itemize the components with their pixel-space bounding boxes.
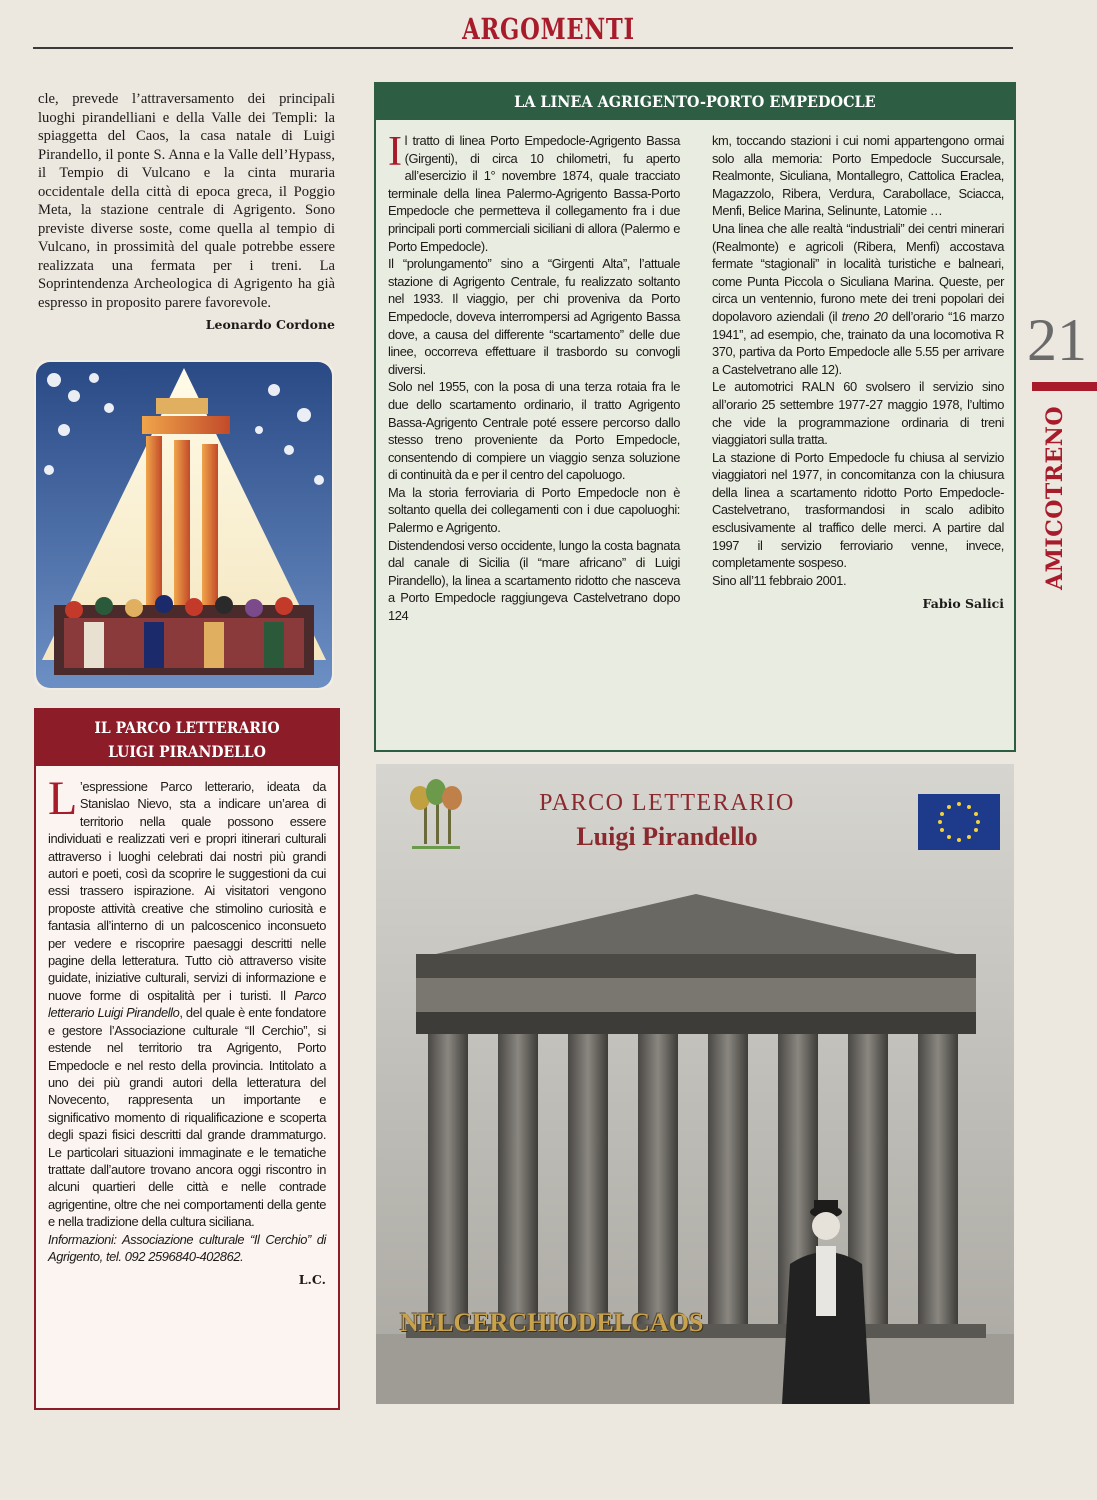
section-title: ARGOMENTI [462, 12, 635, 46]
linea-paragraph: Le automotrici RALN 60 svolsero il servizio sino all’orario 25 settembre 1977-27 maggio 1978, l’ultimo che vide la programmazione ordinaria di treni viaggiatori sulla tratta. [712, 379, 1004, 448]
linea-right-column [712, 132, 1004, 613]
parco-box-title-line2: LUIGI PIRANDELLO [108, 742, 266, 761]
linea-box-header [376, 84, 1014, 120]
article-byline: Leonardo Cordone [205, 317, 335, 332]
linea-paragraph: Distendendosi verso occidente, lungo la costa bagnata dal canale di Sicilia (il “mare africano” di Luigi Pirandello), la linea a scartamento ridotto che nasceva a Porto Empedocle raggiungeva Castelvetrano dopo 124 [388, 537, 680, 624]
linea-paragraph: Solo nel 1955, con la posa di una terza rotaia fra le due dello scartamento ordinario, il tratto Agrigento Bassa-Agrigento Centrale poté essere percorso dallo stesso treno proveniente da Porto Empedocle, consentendo di compiere un viaggio senza soluzione di continuità da e per il centro del capoluogo. [388, 379, 680, 483]
advert-title: PARCO LETTERARIO [539, 790, 795, 816]
parco-body-emphasis: Parco letterario Luigi Pirandello [48, 987, 326, 1021]
temple-poster-illustration [34, 360, 334, 690]
linea-paragraph: l tratto di linea Porto Empedocle-Agrigento Bassa (Girgenti), di circa 10 chilometri, fu aperto all’esercizio il 1° novembre 1874, quale tracciato terminale della linea Palermo-Agrigento Bassa-Porto Empedocle che permetteva il collegamento fra i due principali porti commerciali siciliani di allora (Palermo e Porto Empedocle). [388, 133, 680, 254]
advert-subtitle: Luigi Pirandello [576, 822, 758, 851]
linea-box [374, 82, 1016, 752]
parco-box-header [36, 710, 338, 766]
advert-banner: NELCERCHIODELCAOS [400, 1308, 704, 1337]
magazine-side-label [1040, 405, 1070, 594]
side-rule [1032, 382, 1097, 391]
page-number: 21 [1027, 307, 1087, 373]
parco-info: Informazioni: Associazione culturale “Il Cerchio” di Agrigento, tel. 092 2596840-402862. [48, 1231, 326, 1264]
linea-paragraph: Ma la storia ferroviaria di Porto Empedocle non è soltanto quella dei collegamenti con i due capoluoghi: Palermo e Agrigento. [388, 484, 680, 536]
parco-body-end: , del quale è ente fondatore e gestore l’Associazione culturale “Il Cerchio”, si estende nel territorio tra Agrigento, Porto Empedocle e nel resto della provincia. Intitolato a uno dei più grandi autori della letteratura del Novecento, rappresenta un importante e significativo momento di riqualificazione e scoperta degli spazi fisici descritti dal grande drammaturgo. Le particolari situazioni immaginate e le tematiche trattate dall’autore trovano ancora oggi riscontro in alcuni quartieri delle città e nelle contrade agrigentine, oltre che nei comportamenti della gente e nella tradizione della cultura siciliana. [48, 1005, 326, 1230]
parco-box-body [48, 772, 326, 1289]
article-continuation [38, 90, 335, 335]
parco-body-start: ’espressione Parco letterario, ideata da Stanislao Nievo, sta a indicare un’area di territorio nella quale possono essere individuati e realizzati veri e propri itinerari culturali attraverso i luoghi celebrati dai nostri più grandi autori e poeti, così da scoprire le suggestioni da cui essi trassero ispirazione. Ai visitatori vengono proposte attività creative che stimolino curiosità e fantasia all’interno di un palcoscenico inconsueto per vedere e riscoprire paesaggi descritti nelle pagine della letteratura. Tutto ciò attraverso visite guidate, iniziative culturali, servizi di informazione e nuove forme di ospitalità per i turisti. Il [48, 779, 326, 1003]
linea-paragraph: La stazione di Porto Empedocle fu chiusa al servizio viaggiatori nel 1977, in concomitanza con la chiusura della linea a scartamento ridotto Porto Empedocle-Castelvetrano, trasformandosi in scalo adibito esclusivamente al traffico delle merci. A partire dal 1997 il servizio ferroviario venne, invece, completamente sospeso. [712, 449, 1004, 571]
parco-box-title-line1: IL PARCO LETTERARIO [94, 718, 280, 737]
linea-left-column [388, 129, 680, 625]
linea-emphasis: treno 20 [841, 308, 888, 324]
linea-paragraph: Una linea che alle realtà “industriali” dei centri minerari (Realmonte) e agricoli (Ribera, Menfi) accostava fermate “stagionali” in località turistiche e balneari, come Punta Piccola o Siculiana Marina. Queste, per circa un ventennio, furono mete dei treni popolari dei dopolavoro aziendali (il [712, 220, 1004, 324]
parco-letterario-advert [376, 764, 1014, 1404]
drop-cap: I [388, 129, 402, 175]
linea-paragraph: km, toccando stazioni i cui nomi appartengono ormai solo alla memoria: Porto Empedocle Succursale, Realmonte, Siculiana, Montallegro, Cattolica Eraclea, Magazzolo, Ribera, Verdura, Carabollace, Sciacca, Menfi, Belice Marina, Selinunte, Latomie … [712, 133, 1004, 219]
linea-paragraph-end: dell’orario “16 marzo 1941”, ad esempio, che, trainato da una locomotiva R 370, partiva da Porto Empedocle alle 5.55 per arrivare a Castelvetrano alle 12). [712, 308, 1004, 377]
header-rule [33, 47, 1013, 49]
linea-paragraph: Sino all’11 febbraio 2001. [712, 572, 847, 588]
linea-byline: Fabio Salici [922, 596, 1004, 612]
article-paragraph: cle, prevede l’attraversamento dei principali luoghi pirandelliani e della Valle dei Templi: la spiaggetta del Caos, la casa natale di Luigi Pirandello, il ponte S. Anna e la Valle dell’Hypass, il Tempio di Vulcano e la cinta muraria occidentale della città di epoca greca, il Poggio Meta, la stazione centrale di Agrigento. Sono previste diverse soste, come quella al tempio di Vulcano, in prossimità del quale potrebbe essere realizzata una fermata per i treni. La Soprintendenza Archeologica di Agrigento ha già espresso in proposito parere favorevole. [38, 91, 335, 311]
linea-paragraph: Il “prolungamento” sino a “Girgenti Alta”, l’attuale stazione di Agrigento Centrale, fu realizzato soltanto nel 1933. Il viaggio, per chi proveniva da Porto Empedocle, doveva interrompersi ad Agrigento Bassa dove, a causa del differente “scartamento” delle due linee, occorreva effettuare il trasbordo su convogli diversi. [388, 256, 680, 377]
drop-cap: L [48, 772, 77, 825]
parco-byline: L.C. [298, 1272, 326, 1288]
parco-letterario-box [34, 708, 340, 1410]
linea-box-title: LA LINEA AGRIGENTO-PORTO EMPEDOCLE [514, 92, 876, 111]
magazine-name: AMICOTRENO [1042, 405, 1068, 590]
